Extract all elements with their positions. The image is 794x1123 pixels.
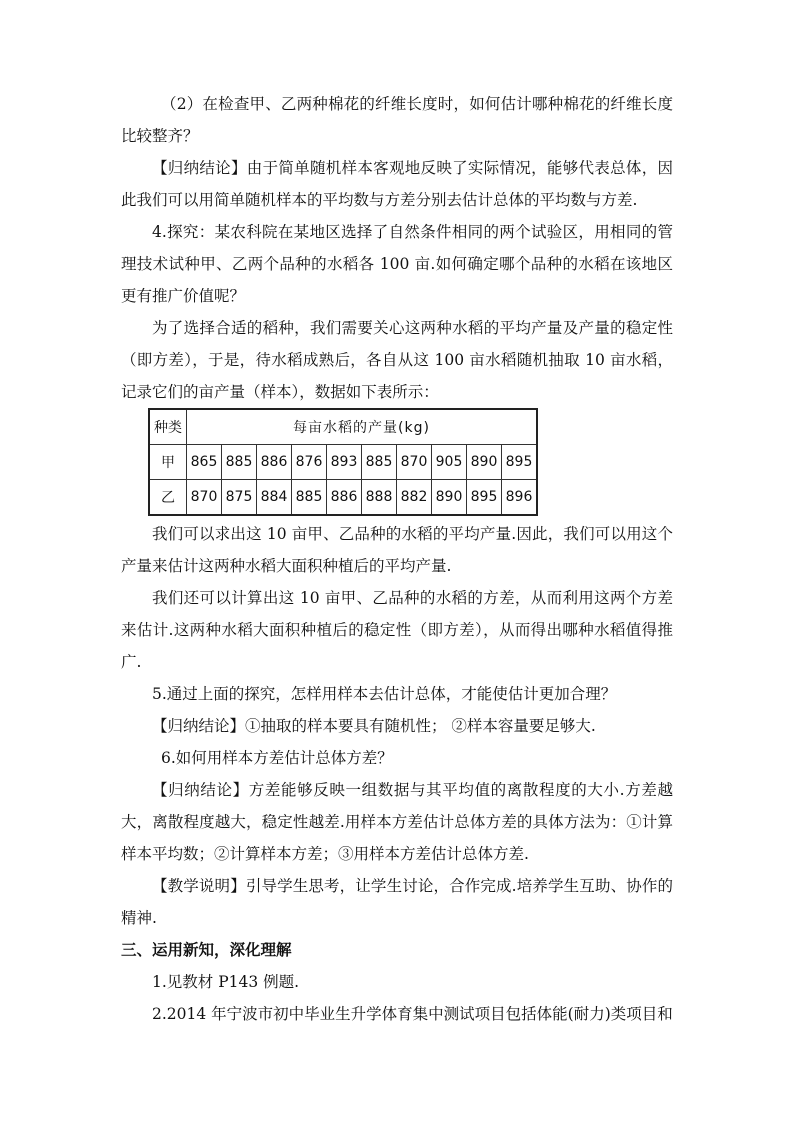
section-heading: 三、运用新知，深化理解 xyxy=(121,940,292,959)
table-cell: 870 xyxy=(397,445,432,480)
table-cell: 895 xyxy=(502,445,538,480)
table-cell: 870 xyxy=(187,480,222,516)
table-cell: 896 xyxy=(502,480,538,516)
table-value-header: 每亩水稻的产量(kg) xyxy=(187,409,538,445)
table-row xyxy=(149,480,537,516)
table-cell: 886 xyxy=(327,480,362,516)
table-cell: 893 xyxy=(327,445,362,480)
question-2: （2）在检查甲、乙两种棉花的纤维长度时，如何估计哪种棉花的纤维长度比较整齐？ xyxy=(121,95,673,145)
table-cell: 890 xyxy=(467,445,502,480)
table-cell: 875 xyxy=(222,480,257,516)
table-cell: 890 xyxy=(432,480,467,516)
table-cell: 885 xyxy=(222,445,257,480)
explore-4-detail: 为了选择合适的稻种，我们需要关心这两种水稻的平均产量及产量的稳定性（即方差），于是，待水稻成熟后，各自从这 100 亩水稻随机抽取 10 亩水稻，记录它们的亩产量（样本），数据如下表所示： xyxy=(121,319,673,401)
table-cell: 885 xyxy=(292,480,327,516)
average-paragraph: 我们可以求出这 10 亩甲、乙品种的水稻的平均产量.因此，我们可以用这个产量来估计这两种水稻大面积种植后的平均产量. xyxy=(121,525,673,575)
table-cell: 886 xyxy=(257,445,292,480)
table-cell: 905 xyxy=(432,445,467,480)
table-row-label: 乙 xyxy=(149,480,187,516)
variance-paragraph: 我们还可以计算出这 10 亩甲、乙品种的水稻的方差，从而利用这两个方差来估计.这两种水稻大面积种植后的稳定性（即方差），从而得出哪种水稻值得推广. xyxy=(121,589,673,671)
conclusion-3: 【归纳结论】方差能够反映一组数据与其平均值的离散程度的大小.方差越大，离散程度越大，稳定性越差.用样本方差估计总体方差的具体方法为：①计算样本平均数；②计算样本方差；③用样本方差估计总体方差. xyxy=(121,781,673,863)
conclusion-1: 【归纳结论】由于简单随机样本客观地反映了实际情况，能够代表总体，因此我们可以用简单随机样本的平均数与方差分别去估计总体的平均数与方差. xyxy=(121,159,673,209)
table-cell: 882 xyxy=(397,480,432,516)
teaching-note: 【教学说明】引导学生思考，让学生讨论，合作完成.培养学生互助、协作的精神. xyxy=(121,877,673,927)
question-6: 6.如何用样本方差估计总体方差？ xyxy=(161,749,393,767)
table-cell: 865 xyxy=(187,445,222,480)
exercise-1: 1.见教材 P143 例题. xyxy=(152,973,300,991)
table-cell: 895 xyxy=(467,480,502,516)
question-5: 5.通过上面的探究，怎样用样本去估计总体，才能使估计更加合理？ xyxy=(152,685,617,703)
table-kind-header: 种类 xyxy=(149,409,187,445)
conclusion-2: 【归纳结论】①抽取的样本要具有随机性； ②样本容量要足够大. xyxy=(152,717,596,735)
table-cell: 885 xyxy=(362,445,397,480)
explore-4: 4.探究：某农科院在某地区选择了自然条件相同的两个试验区，用相同的管理技术试种甲、乙两个品种的水稻各 100 亩.如何确定哪个品种的水稻在该地区更有推广价值呢？ xyxy=(121,223,673,305)
table-cell: 884 xyxy=(257,480,292,516)
table-row xyxy=(149,445,537,480)
table-cell: 888 xyxy=(362,480,397,516)
exercise-2: 2.2014 年宁波市初中毕业生升学体育集中测试项目包括体能(耐力)类项目和 xyxy=(152,1005,673,1023)
rice-yield-table xyxy=(148,408,538,516)
table-cell: 876 xyxy=(292,445,327,480)
table-header-row xyxy=(149,409,537,445)
table-row-label: 甲 xyxy=(149,445,187,480)
